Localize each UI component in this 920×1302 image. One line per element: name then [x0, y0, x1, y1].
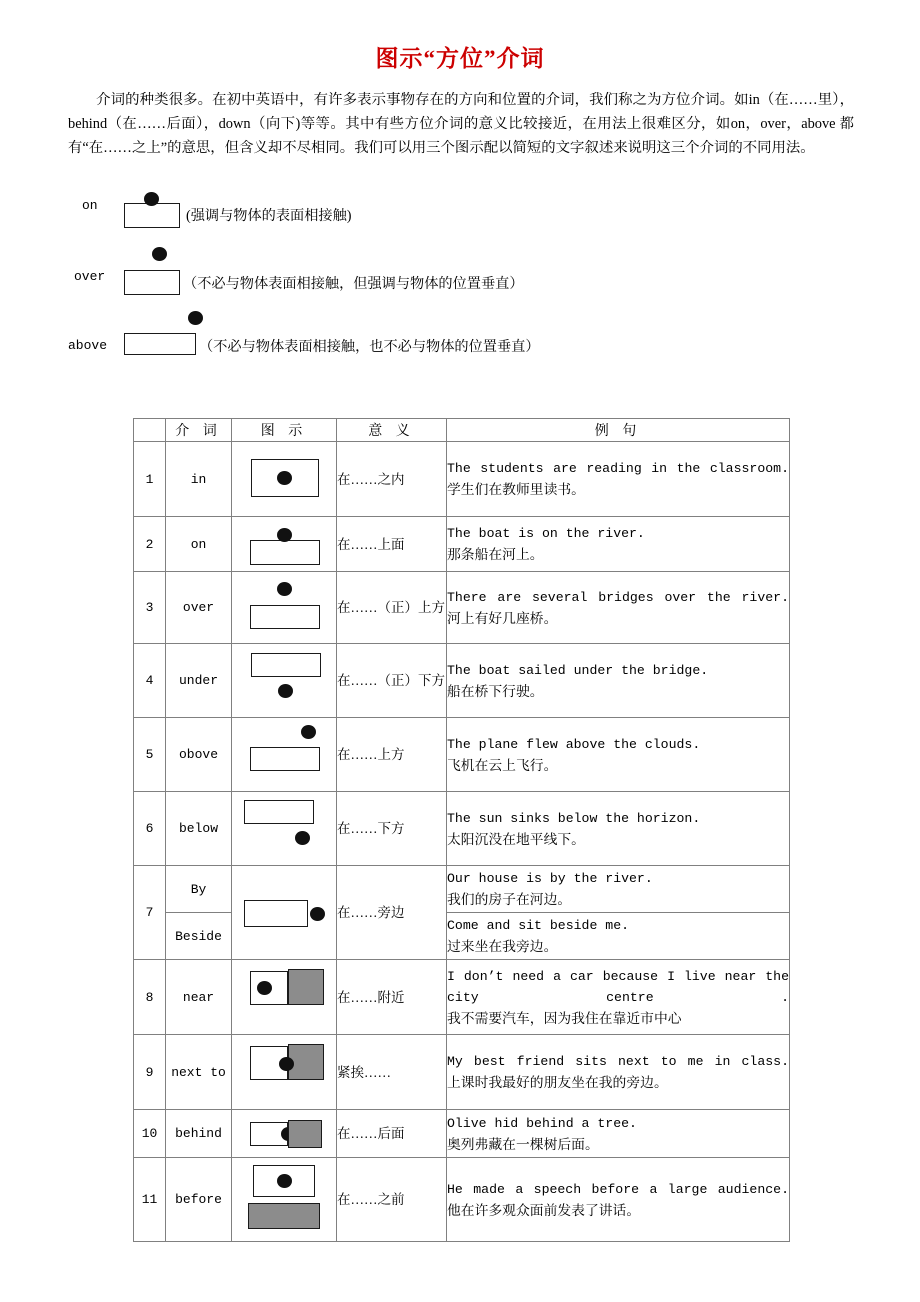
- diagram-dot: [277, 1174, 292, 1188]
- table-row: [134, 572, 790, 644]
- row-example: [447, 960, 790, 1035]
- row-diagram-over: [232, 572, 337, 644]
- row-number: 6: [134, 792, 166, 866]
- example-en: My best friend sits next to me in class.: [447, 1054, 789, 1069]
- row-diagram-behind: [232, 1110, 337, 1158]
- row-meaning: 在……附近: [337, 960, 447, 1035]
- row-example: [447, 442, 790, 517]
- table-header-row: [134, 419, 790, 442]
- table-row: [134, 644, 790, 718]
- row-number: 4: [134, 644, 166, 718]
- demo-on-note: (强调与物体的表面相接触): [186, 208, 352, 224]
- row-number: 8: [134, 960, 166, 1035]
- row-diagram-by: [232, 866, 337, 960]
- diagram-gray-block: [248, 1203, 320, 1229]
- example-en: Olive hid behind a tree.: [447, 1115, 637, 1131]
- row-number: 9: [134, 1035, 166, 1110]
- example-zh: 飞机在云上飞行。: [447, 757, 558, 773]
- demo-over-box: [124, 270, 180, 295]
- example-en: The boat sailed under the bridge.: [447, 662, 709, 678]
- row-diagram-on: [232, 517, 337, 572]
- row-preposition: By: [166, 866, 232, 913]
- example-zh: 河上有好几座桥。: [447, 610, 558, 626]
- table-row: [134, 960, 790, 1035]
- table-row: [134, 517, 790, 572]
- row-example: [447, 1110, 790, 1158]
- example-zh: 奥列弗藏在一棵树后面。: [447, 1136, 599, 1152]
- row-meaning: 在……之内: [337, 442, 447, 517]
- row-number: 7: [134, 866, 166, 960]
- diagram-dot: [257, 981, 272, 995]
- row-preposition: under: [166, 644, 232, 718]
- row-preposition: before: [166, 1158, 232, 1242]
- row-number: 3: [134, 572, 166, 644]
- example-en: The plane flew above the clouds.: [447, 736, 701, 752]
- demo-on-box: [124, 203, 180, 228]
- diagram-box: [251, 653, 321, 677]
- row-example: [447, 1158, 790, 1242]
- row-diagram-next-to: [232, 1035, 337, 1110]
- row-example: [447, 866, 790, 913]
- table-row: [134, 866, 790, 913]
- demo-on-dot: [144, 192, 159, 206]
- diagram-dot: [277, 471, 292, 485]
- table-row: [134, 1158, 790, 1242]
- row-preposition-alt: Beside: [166, 913, 232, 960]
- row-meaning: 在……（正）下方: [337, 644, 447, 718]
- intro-paragraph: [68, 88, 854, 160]
- row-preposition: obove: [166, 718, 232, 792]
- row-meaning: 在……（正）上方: [337, 572, 447, 644]
- diagram-gray-block-front: [288, 1120, 322, 1148]
- row-preposition: on: [166, 517, 232, 572]
- row-meaning: 紧挨……: [337, 1035, 447, 1110]
- example-zh: 过来坐在我旁边。: [447, 939, 558, 954]
- row-example-alt: [447, 913, 790, 960]
- row-meaning: 在……上方: [337, 718, 447, 792]
- row-meaning: 在……旁边: [337, 866, 447, 960]
- demo-above-box: [124, 333, 196, 355]
- row-example: [447, 572, 790, 644]
- example-en: Our house is by the river.: [447, 871, 653, 886]
- demo-above-note: （不必与物体表面相接触，也不必与物体的位置垂直）: [199, 339, 540, 355]
- example-zh: 船在桥下行驶。: [447, 683, 544, 699]
- row-number: 2: [134, 517, 166, 572]
- row-meaning: 在……之前: [337, 1158, 447, 1242]
- example-en: The sun sinks below the horizon.: [447, 810, 701, 826]
- example-zh: 他在许多观众面前发表了讲话。: [447, 1202, 641, 1218]
- row-meaning: 在……下方: [337, 792, 447, 866]
- row-number: 11: [134, 1158, 166, 1242]
- demo-over-note: （不必与物体表面相接触，但强调与物体的位置垂直）: [183, 276, 524, 292]
- header-diagram: 图 示: [232, 419, 337, 442]
- page-title: 图示“方位”介词: [375, 46, 545, 71]
- example-zh: 我不需要汽车，因为我住在靠近市中心: [447, 1010, 682, 1026]
- diagram-gray-block: [288, 969, 324, 1005]
- row-example: [447, 517, 790, 572]
- example-zh: 我们的房子在河边。: [447, 892, 572, 907]
- example-en: I don’t need a car because I live near the city centre .: [447, 968, 789, 1005]
- row-preposition: below: [166, 792, 232, 866]
- table-row: [134, 1035, 790, 1110]
- demo-above-label: above: [68, 338, 108, 353]
- row-example: [447, 792, 790, 866]
- header-meaning: 意 义: [337, 419, 447, 442]
- table-row: [134, 442, 790, 517]
- example-en: Come and sit beside me.: [447, 918, 630, 933]
- diagram-dot: [277, 528, 292, 542]
- header-preposition: 介 词: [166, 419, 232, 442]
- diagram-dot: [310, 907, 325, 921]
- row-meaning: 在……上面: [337, 517, 447, 572]
- row-preposition: over: [166, 572, 232, 644]
- header-number: [134, 419, 166, 442]
- demo-over-label: over: [74, 269, 106, 284]
- header-examples: 例 句: [447, 419, 790, 442]
- row-diagram-above: [232, 718, 337, 792]
- example-en: The students are reading in the classroom.: [447, 461, 789, 476]
- diagram-box: [244, 800, 314, 824]
- row-diagram-before: [232, 1158, 337, 1242]
- row-preposition: behind: [166, 1110, 232, 1158]
- example-zh: 太阳沉没在地平线下。: [447, 831, 585, 847]
- row-diagram-near: [232, 960, 337, 1035]
- diagram-box: [244, 900, 308, 927]
- row-meaning: 在……后面: [337, 1110, 447, 1158]
- example-zh: 上课时我最好的朋友坐在我的旁边。: [447, 1075, 668, 1090]
- demo-above-dot: [188, 311, 203, 325]
- example-en: There are several bridges over the river.: [447, 589, 789, 605]
- diagram-dot: [277, 582, 292, 596]
- example-zh: 那条船在河上。: [447, 547, 544, 562]
- diagram-dot: [278, 684, 293, 698]
- row-example: [447, 718, 790, 792]
- diagram-dot: [279, 1057, 294, 1071]
- demo-over-dot: [152, 247, 167, 261]
- row-diagram-in: [232, 442, 337, 517]
- row-preposition: in: [166, 442, 232, 517]
- row-diagram-under: [232, 644, 337, 718]
- diagram-dot: [301, 725, 316, 739]
- row-preposition: near: [166, 960, 232, 1035]
- prepositions-table: [133, 418, 790, 1242]
- example-en: He made a speech before a large audience.: [447, 1181, 789, 1197]
- row-example: [447, 1035, 790, 1110]
- row-number: 5: [134, 718, 166, 792]
- diagram-box: [250, 605, 320, 629]
- row-number: 10: [134, 1110, 166, 1158]
- demo-on-label: on: [82, 198, 98, 213]
- example-en: The boat is on the river.: [447, 526, 645, 541]
- diagram-box: [250, 540, 320, 565]
- row-example: [447, 644, 790, 718]
- intro-text: 介词的种类很多。在初中英语中，有许多表示事物存在的方向和位置的介词，我们称之为方位介词。如in（在……里），behind（在……后面），down（向下)等等。其中有些方位介词的意义比较接近，在用法上很难区分，如on，over，above 都有“在……之上”的意思，但含义却不尽相同。我们可以用三个图示配以简短的文字叙述来说明这三个介词的不同用法。: [68, 92, 854, 156]
- table-row: [134, 718, 790, 792]
- example-zh: 学生们在教师里读书。: [447, 482, 585, 497]
- table-row: [134, 792, 790, 866]
- row-preposition: next to: [166, 1035, 232, 1110]
- row-diagram-below: [232, 792, 337, 866]
- diagram-box: [250, 747, 320, 771]
- table-row: [134, 1110, 790, 1158]
- diagram-dot: [295, 831, 310, 845]
- row-number: 1: [134, 442, 166, 517]
